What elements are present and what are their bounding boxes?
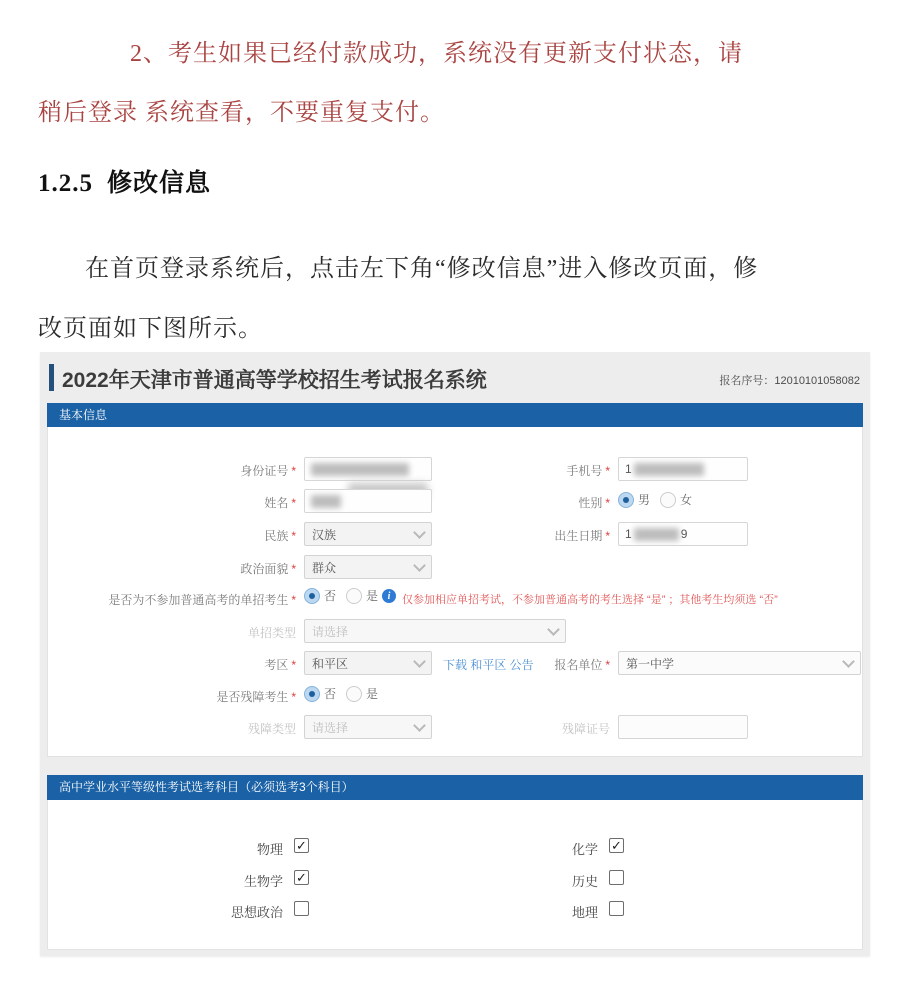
subjects-card bbox=[47, 775, 863, 950]
registration-system-screenshot bbox=[40, 352, 870, 956]
payment-warning-line2: 稍后登录 系统查看，不要重复支付。 bbox=[38, 100, 445, 126]
section-heading bbox=[38, 163, 211, 199]
name-label: 姓名 * bbox=[264, 496, 296, 510]
subject-checkbox-politics[interactable] bbox=[294, 901, 309, 916]
single-enroll-no-radio[interactable] bbox=[304, 588, 320, 604]
subject-checkbox-physics[interactable]: ✓ bbox=[294, 838, 309, 853]
disability-no-label: 否 bbox=[324, 687, 337, 701]
payment-warning-line1: 2、考生如果已经付款成功，系统没有更新支付状态，请 bbox=[130, 41, 743, 67]
phone-label: 手机号 * bbox=[566, 464, 610, 478]
chevron-down-icon bbox=[413, 719, 426, 732]
chevron-down-icon bbox=[413, 655, 426, 668]
registration-number: 报名序号：12010101058082 bbox=[719, 375, 860, 387]
gender-label: 性别 * bbox=[578, 496, 610, 510]
disability-type-select: 请选择 bbox=[304, 715, 432, 739]
disability-question-label: 是否残障考生 * bbox=[216, 690, 296, 704]
ethnicity-select[interactable]: 汉族 bbox=[304, 522, 432, 546]
birth-date-label: 出生日期 * bbox=[554, 529, 610, 543]
subject-label: 地理 bbox=[571, 905, 598, 920]
subject-label: 历史 bbox=[571, 874, 598, 889]
single-enroll-yes-label: 是 bbox=[366, 589, 379, 603]
political-status-select[interactable]: 群众 bbox=[304, 555, 432, 579]
chevron-down-icon bbox=[413, 526, 426, 539]
subject-checkbox-biology[interactable]: ✓ bbox=[294, 870, 309, 885]
phone-input[interactable]: 1 bbox=[618, 457, 748, 481]
chevron-down-icon bbox=[842, 655, 855, 668]
system-title: 2022年天津市普通高等学校招生考试报名系统 bbox=[62, 369, 487, 392]
single-enroll-type-select: 请选择 bbox=[304, 619, 566, 643]
basic-info-card bbox=[47, 403, 863, 757]
single-enroll-type-label: 单招类型 bbox=[247, 626, 296, 640]
ethnicity-label: 民族 * bbox=[264, 529, 296, 543]
body-paragraph-line1: 在首页登录系统后，点击左下角“修改信息”进入修改页面，修 bbox=[85, 256, 759, 282]
basic-info-form bbox=[47, 427, 863, 757]
disability-cert-input bbox=[618, 715, 748, 739]
chevron-down-icon bbox=[413, 559, 426, 572]
section-number: 1.2.5 bbox=[38, 170, 93, 197]
reg-unit-select[interactable]: 第一中学 bbox=[618, 651, 861, 675]
disability-yes-label: 是 bbox=[366, 687, 379, 701]
subject-checkbox-chemistry[interactable]: ✓ bbox=[609, 838, 624, 853]
single-enroll-label: 是否为不参加普通高考的单招考生 * bbox=[108, 593, 296, 607]
single-enroll-yes-radio[interactable] bbox=[346, 588, 362, 604]
name-input[interactable] bbox=[304, 489, 432, 513]
subjects-form bbox=[47, 800, 863, 950]
gender-radio-group bbox=[618, 491, 702, 508]
disability-radio-group bbox=[304, 685, 388, 702]
basic-info-section-bar: 基本信息 bbox=[47, 403, 863, 427]
system-header bbox=[40, 352, 870, 402]
disability-yes-radio[interactable] bbox=[346, 686, 362, 702]
download-notice-link[interactable]: 下载 和平区 公告 bbox=[443, 658, 534, 672]
disability-no-radio[interactable] bbox=[304, 686, 320, 702]
single-enroll-note: 仅参加相应单招考试，不参加普通高考的考生选择 “是” ；其他考生均须选 “否” bbox=[402, 594, 778, 606]
gender-female-label: 女 bbox=[680, 493, 693, 507]
subject-label: 化学 bbox=[571, 842, 598, 857]
gender-male-label: 男 bbox=[638, 493, 651, 507]
subject-label: 思想政治 bbox=[230, 905, 283, 920]
single-enroll-radio-group bbox=[304, 587, 388, 604]
birth-date-input[interactable]: 1 9 bbox=[618, 522, 748, 546]
chevron-down-icon bbox=[547, 623, 560, 636]
id-number-input[interactable] bbox=[304, 457, 432, 481]
exam-area-label: 考区 * bbox=[264, 658, 296, 672]
disability-type-label: 残障类型 bbox=[247, 722, 296, 736]
gender-female-radio[interactable] bbox=[660, 492, 676, 508]
subject-checkbox-geography[interactable] bbox=[609, 901, 624, 916]
subject-label: 物理 bbox=[256, 842, 283, 857]
exam-area-select[interactable]: 和平区 bbox=[304, 651, 432, 675]
info-icon: i bbox=[382, 589, 396, 603]
body-paragraph-line2: 改页面如下图所示。 bbox=[38, 316, 263, 342]
title-accent-bar bbox=[49, 364, 54, 391]
disability-cert-label: 残障证号 bbox=[561, 722, 610, 736]
subjects-section-bar: 高中学业水平等级性考试选考科目（必须选考3个科目） bbox=[47, 775, 863, 800]
subject-label: 生物学 bbox=[243, 874, 283, 889]
political-status-label: 政治面貌 * bbox=[240, 562, 296, 576]
single-enroll-no-label: 否 bbox=[324, 589, 337, 603]
section-title: 修改信息 bbox=[107, 170, 212, 197]
reg-unit-label: 报名单位 * bbox=[554, 658, 610, 672]
gender-male-radio[interactable] bbox=[618, 492, 634, 508]
subject-checkbox-history[interactable] bbox=[609, 870, 624, 885]
id-number-label: 身份证号 * bbox=[240, 464, 296, 478]
